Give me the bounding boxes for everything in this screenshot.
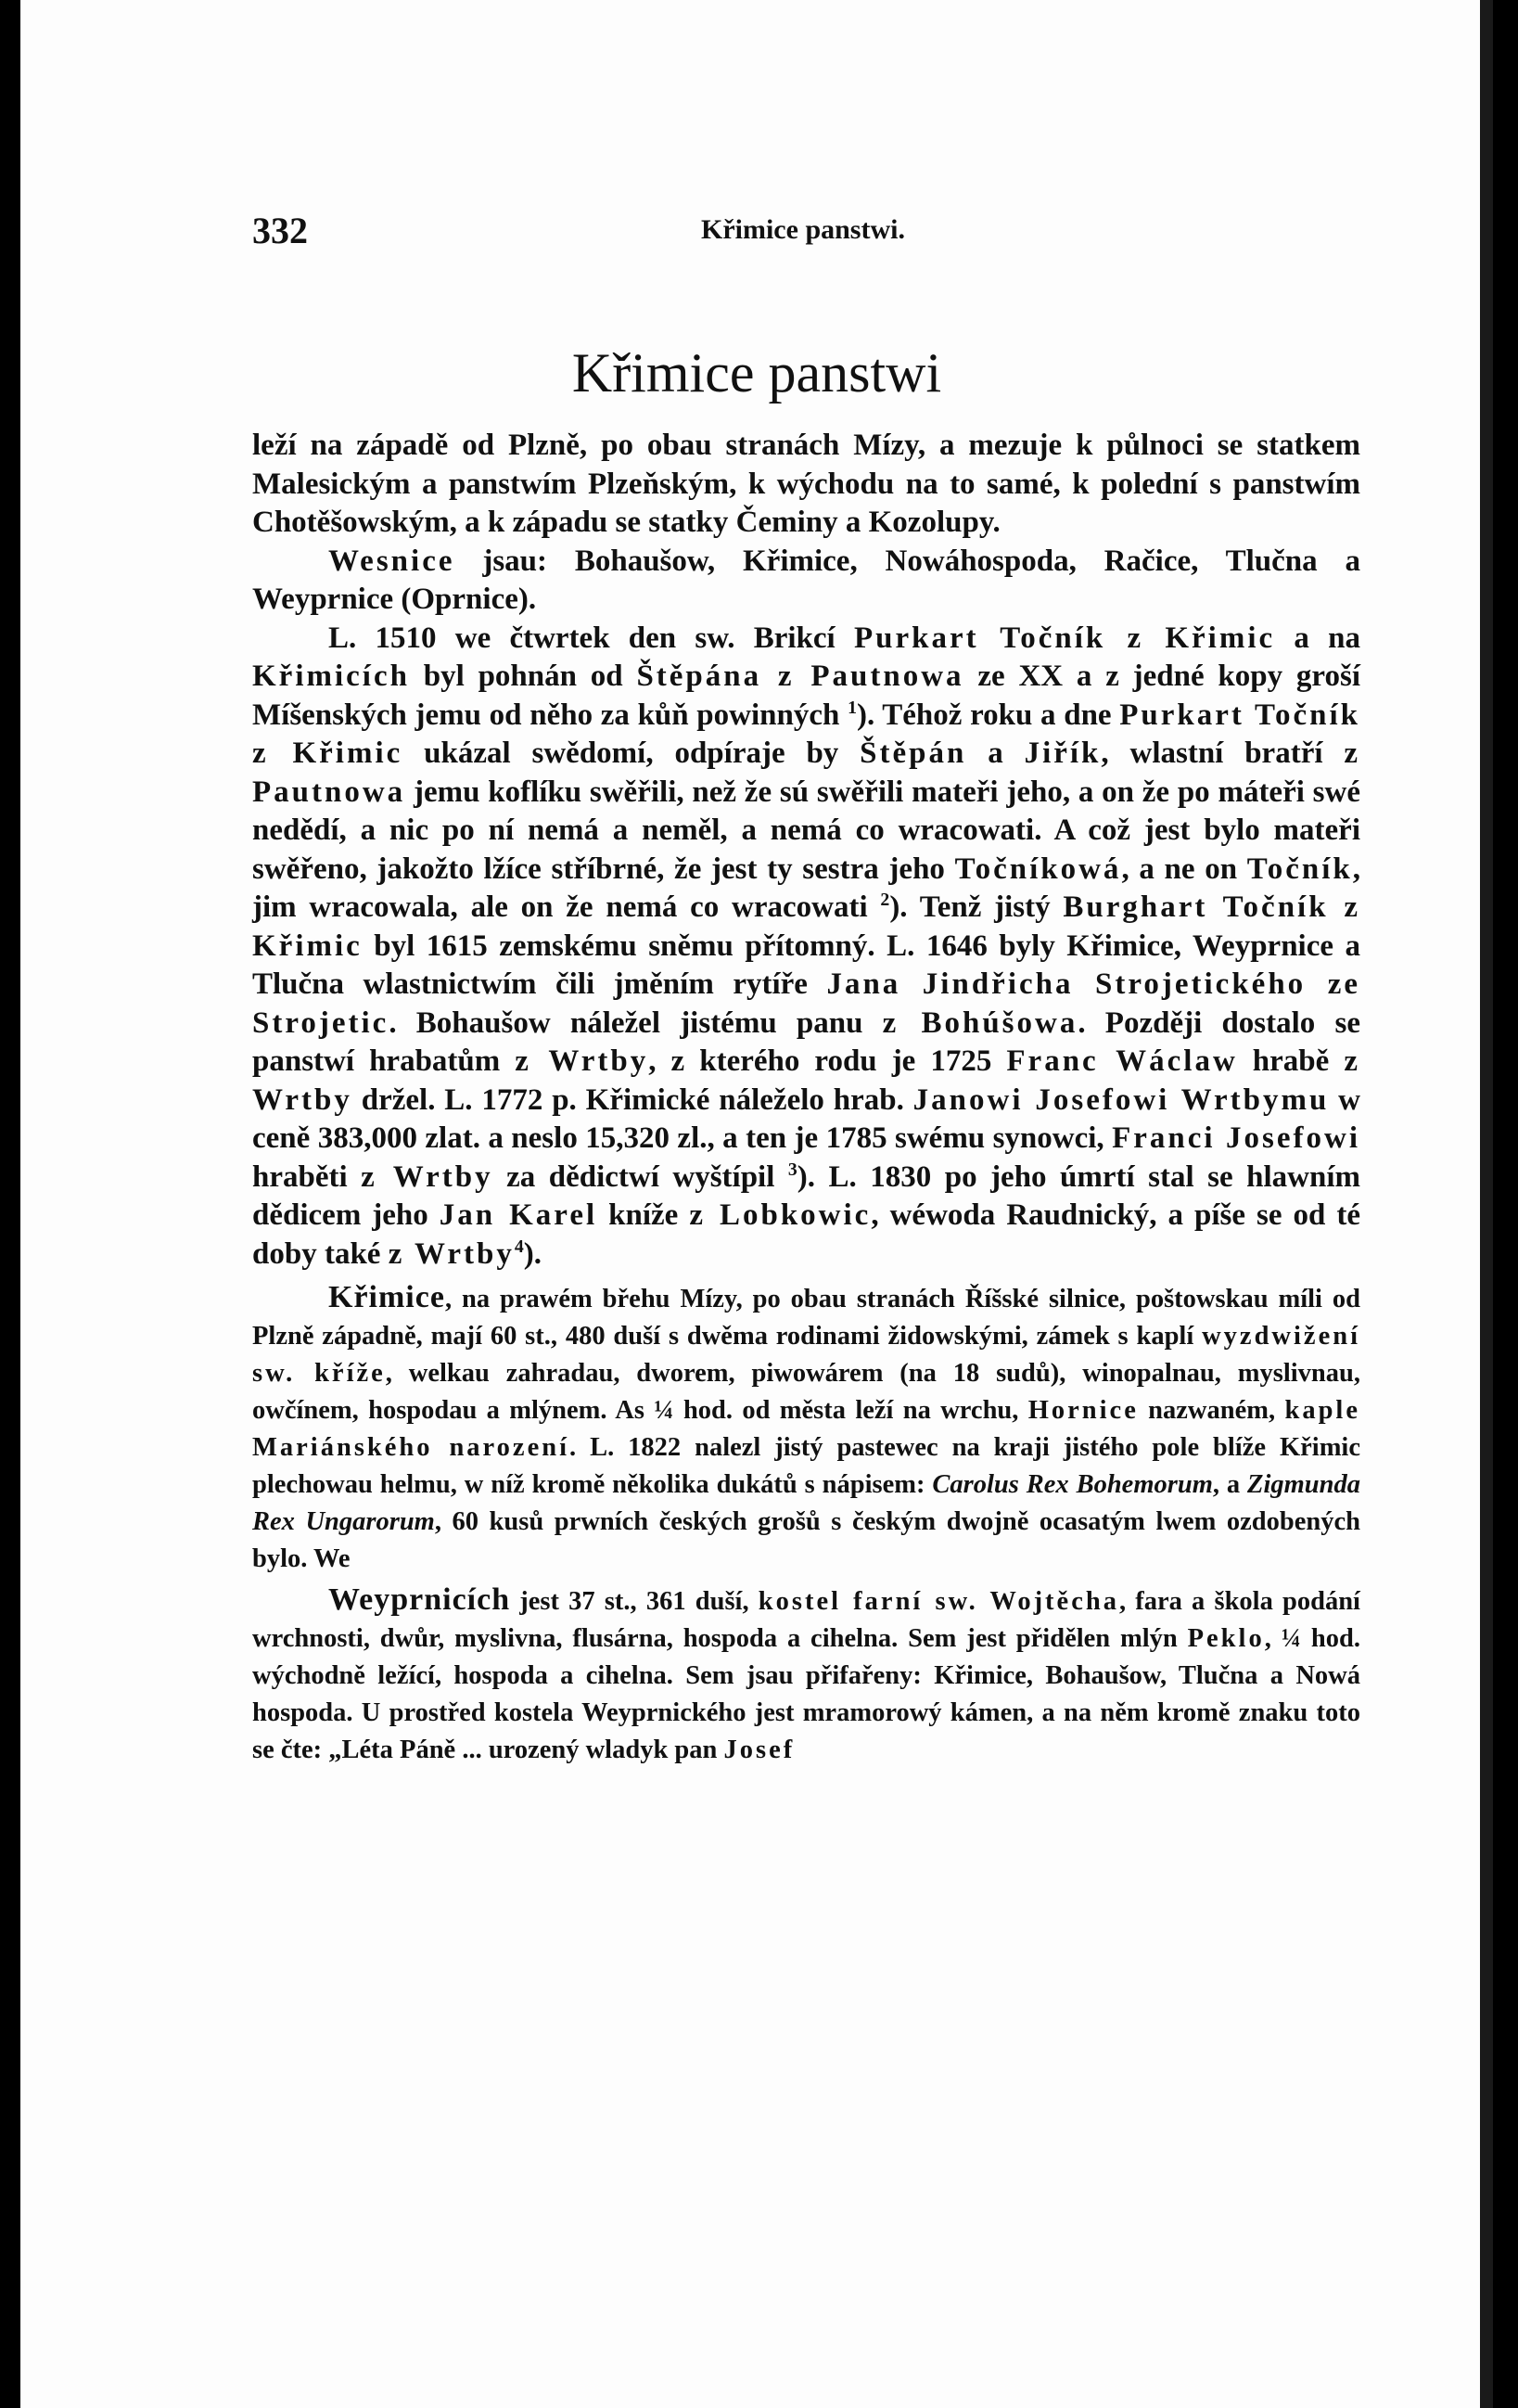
place-name: Křimicích xyxy=(252,660,410,693)
text-run: , z kterého rodu je 1725 xyxy=(648,1044,1007,1078)
person-name: Točníkowá xyxy=(954,852,1122,886)
person-name: Jana Jindřicha Strojetického ze Strojetic xyxy=(252,967,1360,1040)
text-run: , welkau zahradau, dworem, piwowárem (na 18 sudů), winopalnau, myslivnau, owčínem, hospodau a mlýnem. As ¼ hod. od města leží na wrchu, xyxy=(252,1359,1360,1425)
text-run: kníže xyxy=(597,1198,690,1232)
text-run: hrabě xyxy=(1237,1044,1345,1078)
paragraph-villages xyxy=(252,543,1360,620)
text-run: ). Téhož roku a dne xyxy=(856,698,1120,732)
person-name: Josef xyxy=(723,1736,796,1764)
person-name: z Wrtby xyxy=(515,1044,649,1078)
chapter-title: Křimice panstwi xyxy=(571,342,942,403)
entry-headword: Křimice xyxy=(328,1280,445,1314)
text-run: , a xyxy=(1212,1470,1248,1499)
person-name: z Wrtby xyxy=(361,1159,493,1194)
person-name: Jiřík xyxy=(1024,736,1102,770)
inscription: Zigmunda Rex Ungarorum xyxy=(252,1470,1360,1536)
body-text xyxy=(252,427,1360,1773)
text-run: , fara a škola podání wrchnosti, dwůr, myslivna, flusárna, hospoda a cihelna. Sem jest přidělen mlýn xyxy=(252,1587,1360,1653)
page-number: 332 xyxy=(252,210,308,251)
church-name: kostel farní sw. Wojtěcha xyxy=(758,1587,1119,1616)
person-name: z Wrtby xyxy=(252,1044,1360,1117)
entry-krimice xyxy=(252,1279,1360,1578)
text-run: byl 1615 zemskému sněmu přítomný. L. 1646 byly Křimice, Weyprnice a Tlučna wlastnictwím čili jměním rytíře xyxy=(252,929,1360,1001)
person-name: z Wrtby xyxy=(388,1236,515,1271)
person-name: Purkart Točník z Křimic xyxy=(853,621,1276,655)
text-run: leží na západě od Plzně, po obau stranách Mízy, a mezuje k půlnoci se statkem Malesickým a panstwím Plzeňským, k wýchodu na to samé, k polední s panstwím Chotěšowským, a k západu se statky Čeminy a Kozolupy. xyxy=(252,429,1360,539)
person-name: Burghart Točník z Křimic xyxy=(252,890,1360,963)
text-run: nazwaném, xyxy=(1138,1396,1285,1425)
text-run: w ceně 383,000 zlat. a neslo 15,320 zl., a ten je 1785 swému synowci, xyxy=(252,1082,1360,1155)
place-name: Hornice xyxy=(1027,1396,1139,1425)
person-name: Janowi Josefowi Wrtbymu xyxy=(912,1082,1330,1117)
mill-name: Peklo xyxy=(1187,1624,1265,1653)
text-run: ). L. 1830 po jeho úmrtí stal se hlawním dědicem jeho xyxy=(252,1159,1361,1232)
text-run: L. 1510 we čtwrtek den sw. Brikcí xyxy=(328,621,854,655)
text-run: hraběti xyxy=(252,1159,362,1194)
village-entries xyxy=(252,1279,1360,1769)
footnote-marker: 1 xyxy=(848,697,857,718)
text-run: ). Tenž jistý xyxy=(889,890,1064,924)
footnote-marker: 2 xyxy=(880,890,890,910)
entry-weyprnice xyxy=(252,1582,1360,1769)
text-run: , jim wracowala, ale on že nemá co wracowati xyxy=(252,852,1360,924)
person-name: z Lobkowic xyxy=(689,1198,872,1232)
person-name: Franc Wáclaw xyxy=(1006,1044,1238,1078)
text-run: byl pohnán od xyxy=(409,660,637,693)
text-run: držel. L. 1772 p. Křimické náleželo hrab. xyxy=(351,1082,913,1117)
text-run: , wéwoda Raudnický, a píše se od té doby také xyxy=(252,1198,1361,1271)
text-run: . Později dostalo se panstwí hrabatům xyxy=(252,1005,1360,1078)
text-run: jemu koflíku swěřili, než že sú swěřili mateři jeho, a on že po máteři swé nedědí, a nic po ní nemá a neměl, a nemá co wracowati. A což jest bylo mateři swěřeno, jakožto lžíce stříbrné, že jest ty sestra jeho xyxy=(252,775,1360,886)
entry-headword: Weyprnicích xyxy=(328,1582,511,1617)
text-run: , a ne on xyxy=(1121,852,1247,886)
chapel-name: wyzdwižení sw. kříže xyxy=(252,1322,1360,1388)
chapel-name: kaple Mariánského narození xyxy=(252,1396,1360,1462)
inscription: Carolus Rex Bohemorum xyxy=(932,1470,1213,1499)
text-run: a xyxy=(966,736,1025,770)
text-run: . Bohaušow náležel jistému panu xyxy=(389,1005,883,1040)
person-name: z Pautnowa xyxy=(252,736,1361,809)
footnote-marker: 4 xyxy=(514,1236,524,1257)
text-run: ze XX a z jedné kopy groší Míšenských jemu od něho za kůň powinných xyxy=(252,660,1360,732)
text-run: za dědictwí wyštípil xyxy=(492,1159,788,1194)
person-name: z Bohúšowa xyxy=(882,1005,1078,1040)
main-section xyxy=(252,427,1360,1274)
page-header xyxy=(252,209,1354,264)
text-run: Wesnice xyxy=(328,544,455,578)
text-run: , wlastní bratří xyxy=(1101,736,1345,770)
paragraph-history xyxy=(252,620,1360,1274)
person-name: Franci Josefowi xyxy=(1112,1121,1361,1155)
text-run: ukázal swědomí, odpíraje by xyxy=(402,736,861,770)
running-head: Křimice panstwi. xyxy=(701,214,905,245)
person-name: Štěpána z Pautnowa xyxy=(636,660,964,693)
text-run: jest 37 st., 361 duší, xyxy=(510,1587,759,1616)
text-run: jsau: Bohaušow, Křimice, Nowáhospoda, Račice, Tlučna a Weyprnice (Oprnice). xyxy=(252,544,1360,616)
paragraph-location xyxy=(252,427,1360,543)
text-run: , ¼ hod. wýchodně ležící, hospoda a cihelna. Sem jsau přifařeny: Křimice, Bohaušow, Tlučna a Nowá hospoda. U prostřed kostela Weyprnického jest mramorowý kámen, a na něm kromě znaku toto se čte: „Léta Páně ... urozený wladyk pan xyxy=(252,1624,1360,1764)
book-page xyxy=(20,0,1493,2408)
text-run: . L. 1822 nalezl jistý pastewec na kraji jistého pole blíže Křimic plechowau helmu, w níž kromě několika dukátů s nápisem: xyxy=(252,1433,1361,1499)
text-run: a na xyxy=(1275,621,1360,655)
person-name: Jan Karel xyxy=(439,1198,598,1232)
text-run: , 60 kusů prwních českých grošů s českým dwojně ocasatým lwem ozdobených bylo. We xyxy=(252,1507,1360,1573)
footnote-marker: 3 xyxy=(787,1159,797,1180)
person-name: Purkart Točník z Křimic xyxy=(252,698,1360,770)
text-run: ). xyxy=(523,1236,542,1271)
person-name: Štěpán xyxy=(860,736,967,770)
person-name: Točník xyxy=(1246,852,1353,886)
text-run: , na prawém břehu Mízy, po obau stranách Říšské silnice, poštowskau míli od Plzně západně, mají 60 st., 480 duší s dwěma rodinami židowskými, zámek s kaplí xyxy=(252,1285,1360,1351)
